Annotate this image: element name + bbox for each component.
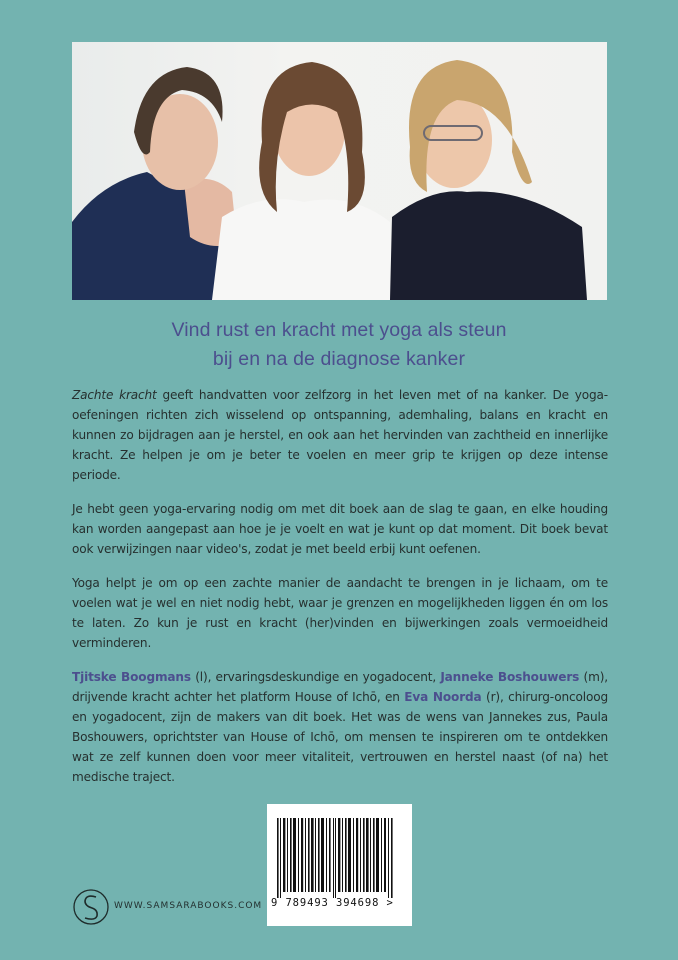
paragraph-4-text-b: (m), drijvende kracht achter het platform House of Ichō, en xyxy=(72,670,608,704)
paragraph-4-text-a: (l), ervaringsdeskundige en yogadocent, xyxy=(190,670,441,684)
author-name-1: Tjitske Boogmans xyxy=(72,670,191,684)
paragraph-4 xyxy=(72,667,608,787)
paragraph-4-text-c: (r), chirurg-oncoloog en yogadocent, zijn de makers van dit boek. Het was de wens van Jannekes zus, Paula Boshouwers, oprichtster van House of Ichō, om mensen te inspireren om te ontdekken wat ze zelf kunnen doen voor meer vitaliteit, vertrouwen en herstel naast (of na) het medische traject. xyxy=(72,690,608,784)
paragraph-1 xyxy=(72,385,608,485)
author-name-2: Janneke Boshouwers xyxy=(440,670,580,684)
paragraph-3: Yoga helpt je om op een zachte manier de aandacht te brengen in je lichaam, om te voelen wat je wel en niet nodig hebt, waar je grenzen en mogelijkheden liggen én om los te laten. Zo kun je rust en kracht (her)vinden en bijwerkingen zoals vermoeidheid verminderen. xyxy=(72,576,608,650)
tagline xyxy=(0,316,678,374)
paragraph-1-text: geeft handvatten voor zelfzorg in het leven met of na kanker. De yoga-oefeningen richten zich wisselend op ontspanning, ademhaling, balans en kracht en kunnen zo bijdragen aan je herstel, en ook aan het hervinden van zachtheid en innerlijke kracht. Ze helpen je om je beter te voelen en meer grip te krijgen op deze intense periode. xyxy=(72,388,608,482)
isbn-barcode xyxy=(267,804,412,926)
author-name-3: Eva Noorda xyxy=(404,690,482,704)
book-title: Zachte kracht xyxy=(72,388,157,402)
tagline-line-2: bij en na de diagnose kanker xyxy=(212,348,466,370)
publisher-url[interactable]: WWW.SAMSARABOOKS.COM xyxy=(114,901,263,911)
blurb xyxy=(72,385,608,801)
isbn-number: 9 789493 394698 > xyxy=(271,897,394,909)
paragraph-2: Je hebt geen yoga-ervaring nodig om met dit boek aan de slag te gaan, en elke houding kan worden aangepast aan hoe je je voelt en wat je kunt op dat moment. Dit boek bevat ook verwijzingen naar video's, zodat je met beeld erbij kunt oefenen. xyxy=(72,502,608,556)
author-photo xyxy=(72,42,607,300)
tagline-line-1: Vind rust en kracht met yoga als steun xyxy=(171,319,507,341)
samsara-logo-icon xyxy=(72,888,110,926)
